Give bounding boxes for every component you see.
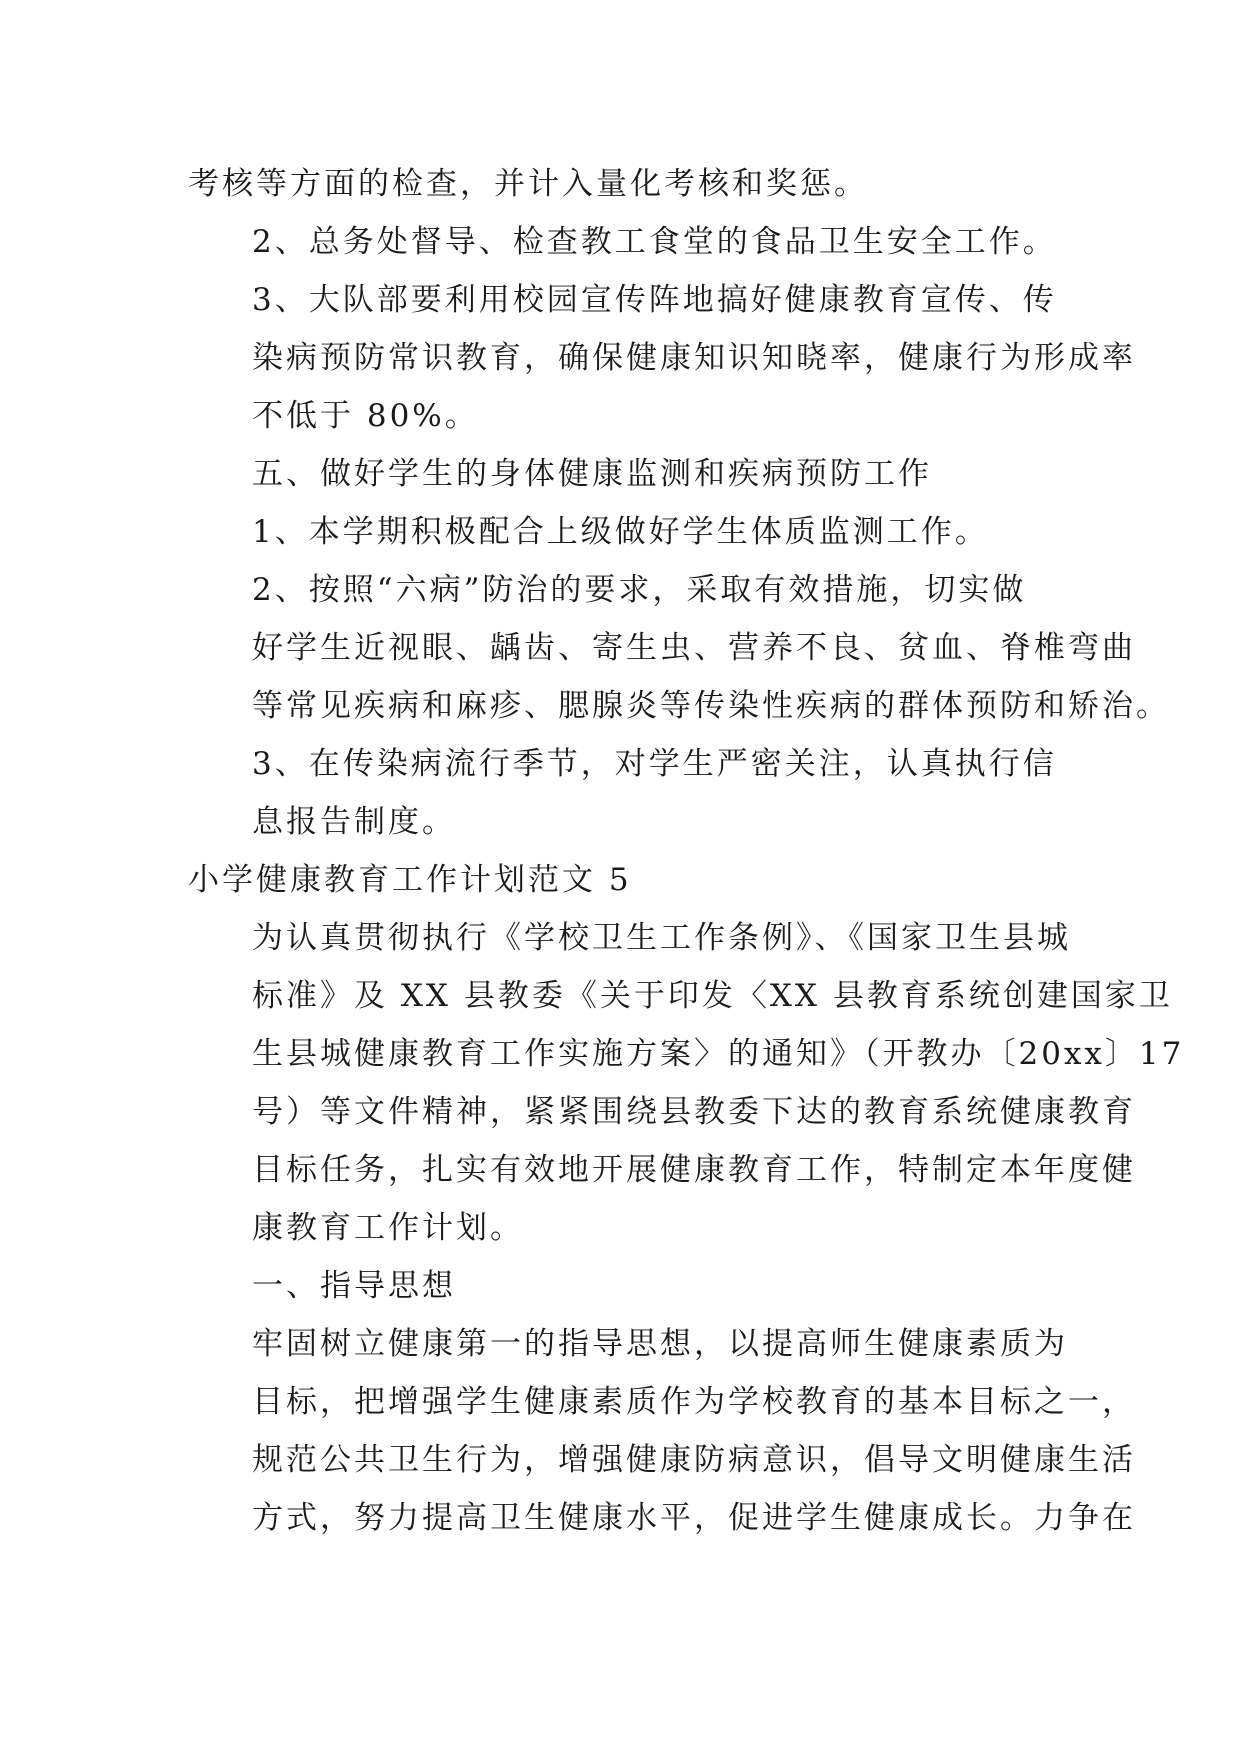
text-line: 标准》及 XX 县教委《关于印发〈XX 县教育系统创建国家卫: [252, 978, 1173, 1014]
paragraph: [188, 503, 1058, 561]
text-line: 等常见疾病和麻疹、腮腺炎等传染性疾病的群体预防和矫治。: [252, 688, 1170, 724]
paragraph: [188, 445, 1058, 503]
text-line: 3、大队部要利用校园宣传阵地搞好健康教育宣传、传: [252, 282, 1057, 318]
paragraph: [188, 909, 1185, 1257]
paragraph: [188, 735, 1058, 851]
text-line: 目标，把增强学生健康素质作为学校教育的基本目标之一，: [252, 1384, 1136, 1420]
text-line: 息报告制度。: [252, 804, 456, 840]
text-line: 2、按照“六病”防治的要求，采取有效措施，切实做: [252, 572, 1027, 608]
text-line: 规范公共卫生行为，增强健康防病意识，倡导文明健康生活: [252, 1442, 1136, 1478]
text-line: 小学健康教育工作计划范文 5: [188, 862, 632, 898]
text-line: 康教育工作计划。: [252, 1210, 524, 1246]
text-line: 牢固树立健康第一的指导思想，以提高师生健康素质为: [252, 1326, 1068, 1362]
paragraph: [188, 1315, 1136, 1547]
text-line: 2、总务处督导、检查教工食堂的食品卫生安全工作。: [252, 224, 1057, 260]
text-line: 目标任务，扎实有效地开展健康教育工作，特制定本年度健: [252, 1152, 1136, 1188]
text-line: 3、在传染病流行季节，对学生严密关注，认真执行信: [252, 746, 1057, 782]
paragraph: [188, 561, 1170, 735]
text-line: 生县城健康教育工作实施方案〉的通知》（开教办〔20xx〕17: [252, 1036, 1185, 1072]
paragraph: [188, 271, 1136, 445]
text-line: 方式，努力提高卫生健康水平，促进学生健康成长。力争在: [252, 1500, 1136, 1536]
document-body: [188, 155, 1185, 1547]
text-line: 不低于 80%。: [252, 398, 479, 434]
text-line: 五、做好学生的身体健康监测和疾病预防工作: [252, 456, 932, 492]
paragraph: [188, 155, 1058, 213]
section-heading: [188, 851, 1058, 909]
text-line: 考核等方面的检查，并计入量化考核和奖惩。: [188, 166, 868, 202]
paragraph: [188, 213, 1058, 271]
text-line: 为认真贯彻执行《学校卫生工作条例》、《国家卫生县城: [252, 920, 1071, 956]
text-line: 一、指导思想: [252, 1268, 456, 1304]
text-line: 染病预防常识教育，确保健康知识知晓率，健康行为形成率: [252, 340, 1136, 376]
text-line: 好学生近视眼、龋齿、寄生虫、营养不良、贫血、脊椎弯曲: [252, 630, 1136, 666]
paragraph: [188, 1257, 1058, 1315]
text-line: 号）等文件精神，紧紧围绕县教委下达的教育系统健康教育: [252, 1094, 1136, 1130]
text-line: 1、本学期积极配合上级做好学生体质监测工作。: [252, 514, 989, 550]
